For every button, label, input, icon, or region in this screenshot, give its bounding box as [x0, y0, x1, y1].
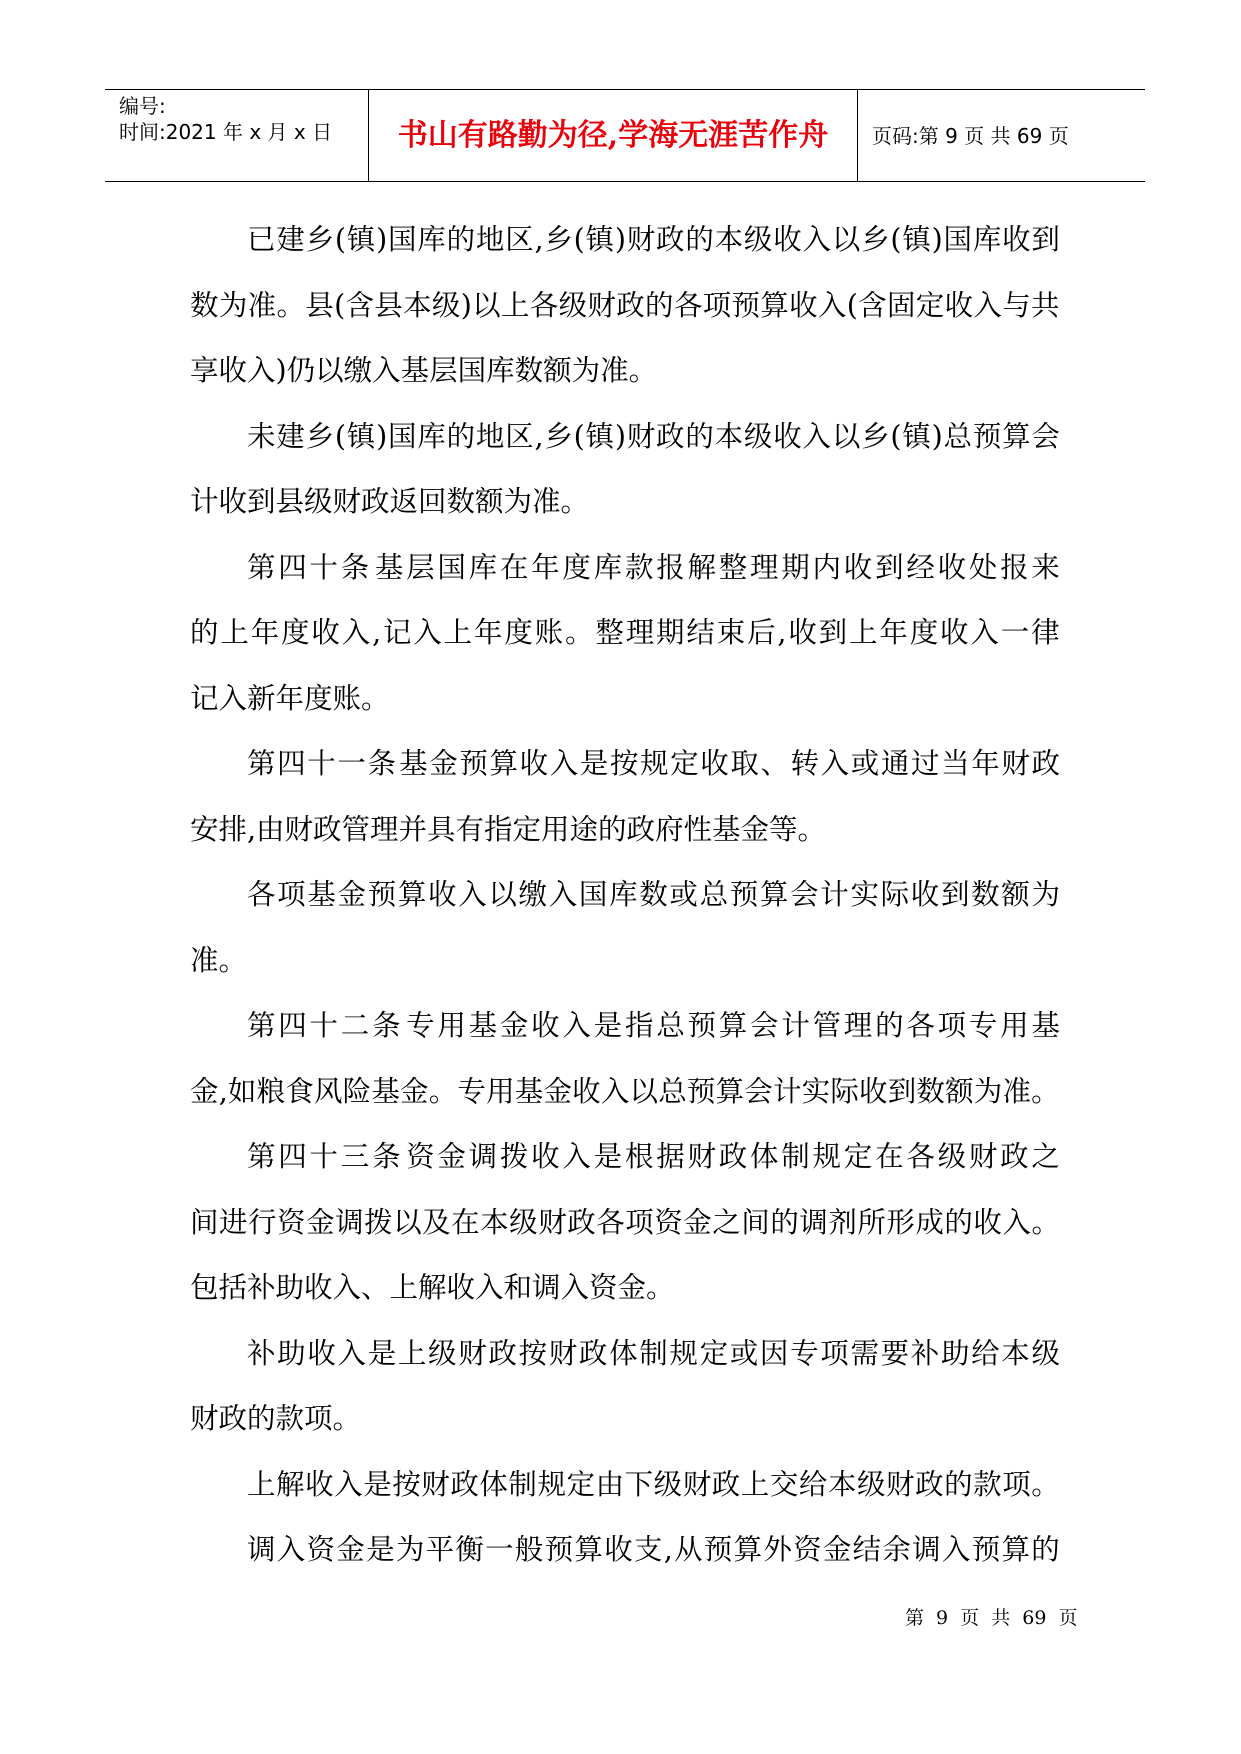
document-time-label: 时间:2021 年 x 月 x 日 — [119, 120, 333, 144]
document-body — [190, 220, 1060, 1596]
document-number-label: 编号: — [119, 94, 166, 118]
text-line: 享收入)仍以缴入基层国库数额为准。 — [190, 354, 658, 387]
text-line: 数 为 准 。 县 ( 含 县 本 级 ) 以 上 各 级 财 政 的 各 项 预 算 收 入 ( 含 固 定 收 入 与 共 — [190, 288, 1060, 322]
text-line: 各 项 基 金 预 算 收 入 以 缴 入 国 库 数 或 总 预 算 会 计 实 际 收 到 数 额 为 — [247, 878, 1060, 911]
text-line: 计收到县级财政返回数额为准。 — [190, 485, 590, 518]
page-footer-number: 第 9 页 共 69 页 — [905, 1607, 1078, 1629]
text-line: 金 , 如 粮 食 风 险 基 金 。 专 用 基 金 收 入 以 总 预 算 会 计 实 际 收 到 数 额 为 准 。 — [190, 1074, 1060, 1108]
text-line: 间 进 行 资 金 调 拨 以 及 在 本 级 财 政 各 项 资 金 之 间 的 调 剂 所 形 成 的 收 入 。 — [190, 1205, 1060, 1239]
text-line: 的 上 年 度 收 入 , 记 入 上 年 度 账 。 整 理 期 结 束 后 , 收 到 上 年 度 收 入 一 律 — [190, 616, 1060, 649]
text-line: 未 建 乡 ( 镇 ) 国 库 的 地 区 , 乡 ( 镇 ) 财 政 的 本 级 收 入 以 乡 ( 镇 ) 总 预 算 会 — [247, 419, 1060, 453]
text-line: 上 解 收 入 是 按 财 政 体 制 规 定 由 下 级 财 政 上 交 给 本 级 财 政 的 款 项 。 — [247, 1467, 1060, 1501]
text-line: 记入新年度账。 — [190, 681, 390, 715]
header-motto-cell — [369, 90, 858, 181]
text-line: 第 四 十 一 条 基 金 预 算 收 入 是 按 规 定 收 取 、 转 入 或 通 过 当 年 财 政 — [247, 747, 1060, 780]
text-line: 第 四 十 条 基 层 国 库 在 年 度 库 款 报 解 整 理 期 内 收 到 经 收 处 报 来 — [247, 550, 1060, 584]
page-header — [105, 89, 1145, 182]
text-line: 第 四 十 三 条 资 金 调 拨 收 入 是 根 据 财 政 体 制 规 定 在 各 级 财 政 之 — [247, 1140, 1060, 1173]
header-motto: 书山有路勤为径,学海无涯苦作舟 — [397, 118, 829, 153]
text-line: 调 入 资 金 是 为 平 衡 一 般 预 算 收 支 , 从 预 算 外 资 金 结 余 调 入 预 算 的 — [247, 1533, 1060, 1566]
text-line: 准。 — [190, 943, 248, 977]
header-meta-cell — [105, 90, 369, 181]
text-line: 补 助 收 入 是 上 级 财 政 按 财 政 体 制 规 定 或 因 专 项 需 要 补 助 给 本 级 — [247, 1336, 1060, 1370]
text-line: 安排,由财政管理并具有指定用途的政府性基金等。 — [190, 812, 827, 846]
text-line: 已 建 乡 ( 镇 ) 国 库 的 地 区 , 乡 ( 镇 ) 财 政 的 本 级 收 入 以 乡 ( 镇 ) 国 库 收 到 — [247, 223, 1060, 256]
text-line: 财政的款项。 — [190, 1402, 362, 1435]
text-line: 包括补助收入、上解收入和调入资金。 — [190, 1271, 675, 1304]
text-line: 第 四 十 二 条 专 用 基 金 收 入 是 指 总 预 算 会 计 管 理 的 各 项 专 用 基 — [247, 1009, 1060, 1042]
header-page-cell — [858, 90, 1145, 181]
header-page-number: 页码:第 9 页 共 69 页 — [872, 124, 1069, 148]
